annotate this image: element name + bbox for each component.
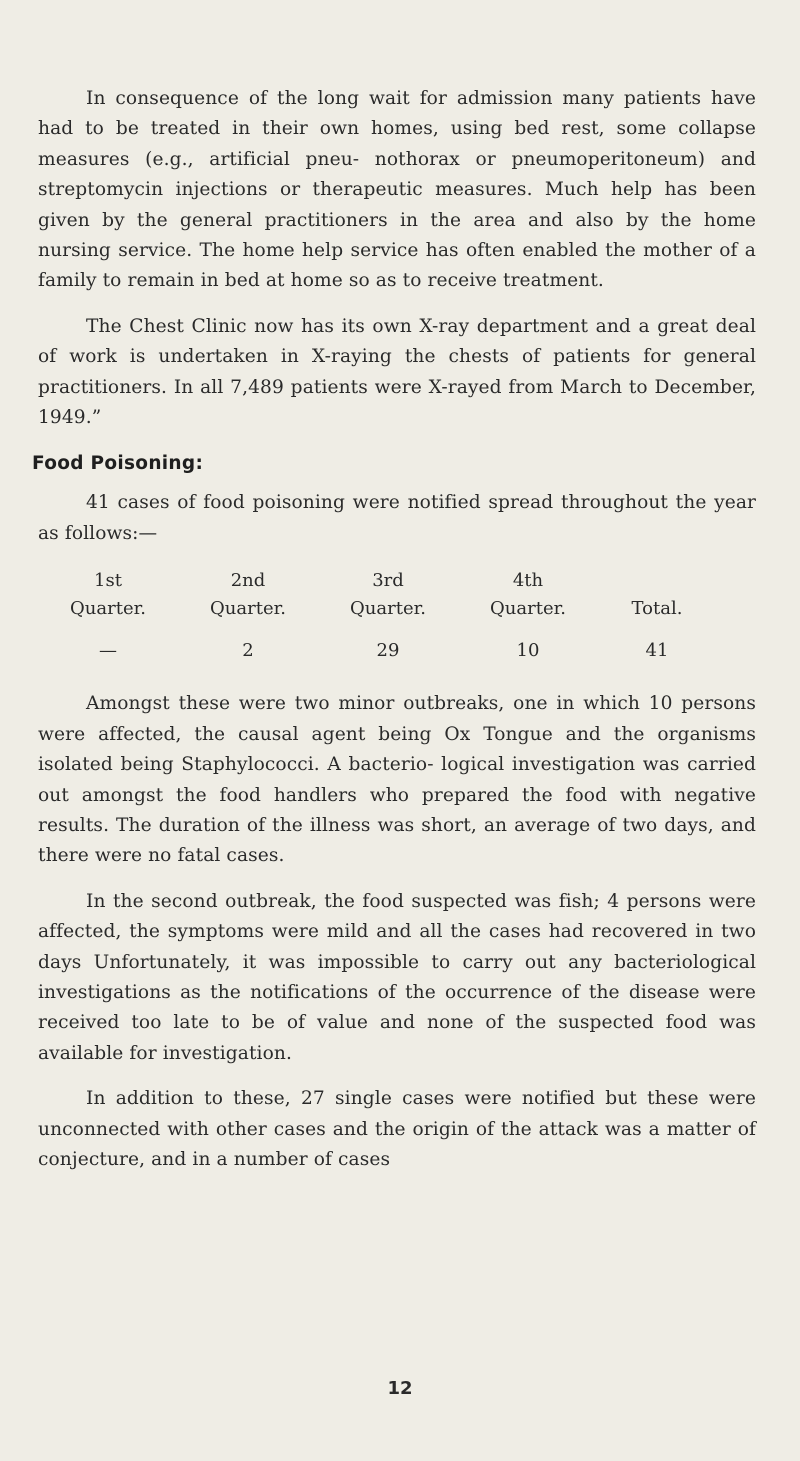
value-q4: 10: [516, 640, 540, 662]
paragraph-second-outbreak: In the second outbreak, the food suspected was fish; 4 persons were affected, the symptoms were mild and all the cases had recovered in two days Unfortunately, it was impossible to carry out any bacteriological investigations as the notifications of the occurrence of the disease were received too late to be of value and none of the suspected food was available for investigation.: [38, 890, 756, 1064]
header-q4-line1: 4th: [512, 570, 544, 592]
value-q2: 2: [242, 640, 254, 662]
header-total-line2: Total.: [631, 598, 683, 620]
paragraph-food-poisoning-intro: 41 cases of food poisoning were notified spread throughout the year as follows:—: [38, 492, 756, 544]
section-heading-food-poisoning: Food Poisoning:: [32, 453, 204, 475]
header-q3-line2: Quarter.: [350, 598, 426, 620]
page-number: 12: [387, 1378, 413, 1399]
header-q1-line2: Quarter.: [70, 598, 146, 620]
quarterly-cases-table: [38, 563, 756, 661]
header-q2-line1: 2nd: [230, 570, 266, 592]
paragraph-home-treatment: In consequence of the long wait for admission many patients have had to be treated in their own homes, using bed rest, some collapse measures (e.g., artificial pneu- nothorax or pneumoperitoneum) and streptomycin injections or therapeutic measures. Much help has been given by the general practitioners in the area and also by the home nursing service. The home help service has often enabled the mother of a family to remain in bed at home so as to receive treatment.: [38, 88, 756, 292]
document-page: [32, 84, 756, 1175]
paragraph-first-outbreak: Amongst these were two minor outbreaks, one in which 10 persons were affected, the causal agent being Ox Tongue and the organisms isolated being Staphylococci. A bacterio- logical investigation was carried out amongst the food handlers who prepared the food with negative results. The duration of the illness was short, an average of two days, and there were no fatal cases.: [38, 693, 756, 867]
table-header-row-1: [38, 563, 756, 591]
paragraph-xray-department: The Chest Clinic now has its own X-ray department and a great deal of work is undertaken in X-raying the chests of patients for general practitioners. In all 7,489 patients were X-rayed from March to December, 1949.”: [38, 315, 756, 429]
value-q3: 29: [376, 640, 400, 662]
table-values-row: [38, 619, 756, 661]
header-q3-line1: 3rd: [372, 570, 404, 592]
header-q2-line2: Quarter.: [210, 598, 286, 620]
header-q1-line1: 1st: [94, 570, 122, 592]
header-q4-line2: Quarter.: [490, 598, 566, 620]
value-total: 41: [645, 640, 669, 662]
table-header-row-2: [38, 591, 756, 619]
value-q1: —: [99, 640, 117, 662]
paragraph-single-cases: In addition to these, 27 single cases were notified but these were unconnected with other cases and the origin of the attack was a matter of conjecture, and in a number of cases: [38, 1088, 756, 1170]
